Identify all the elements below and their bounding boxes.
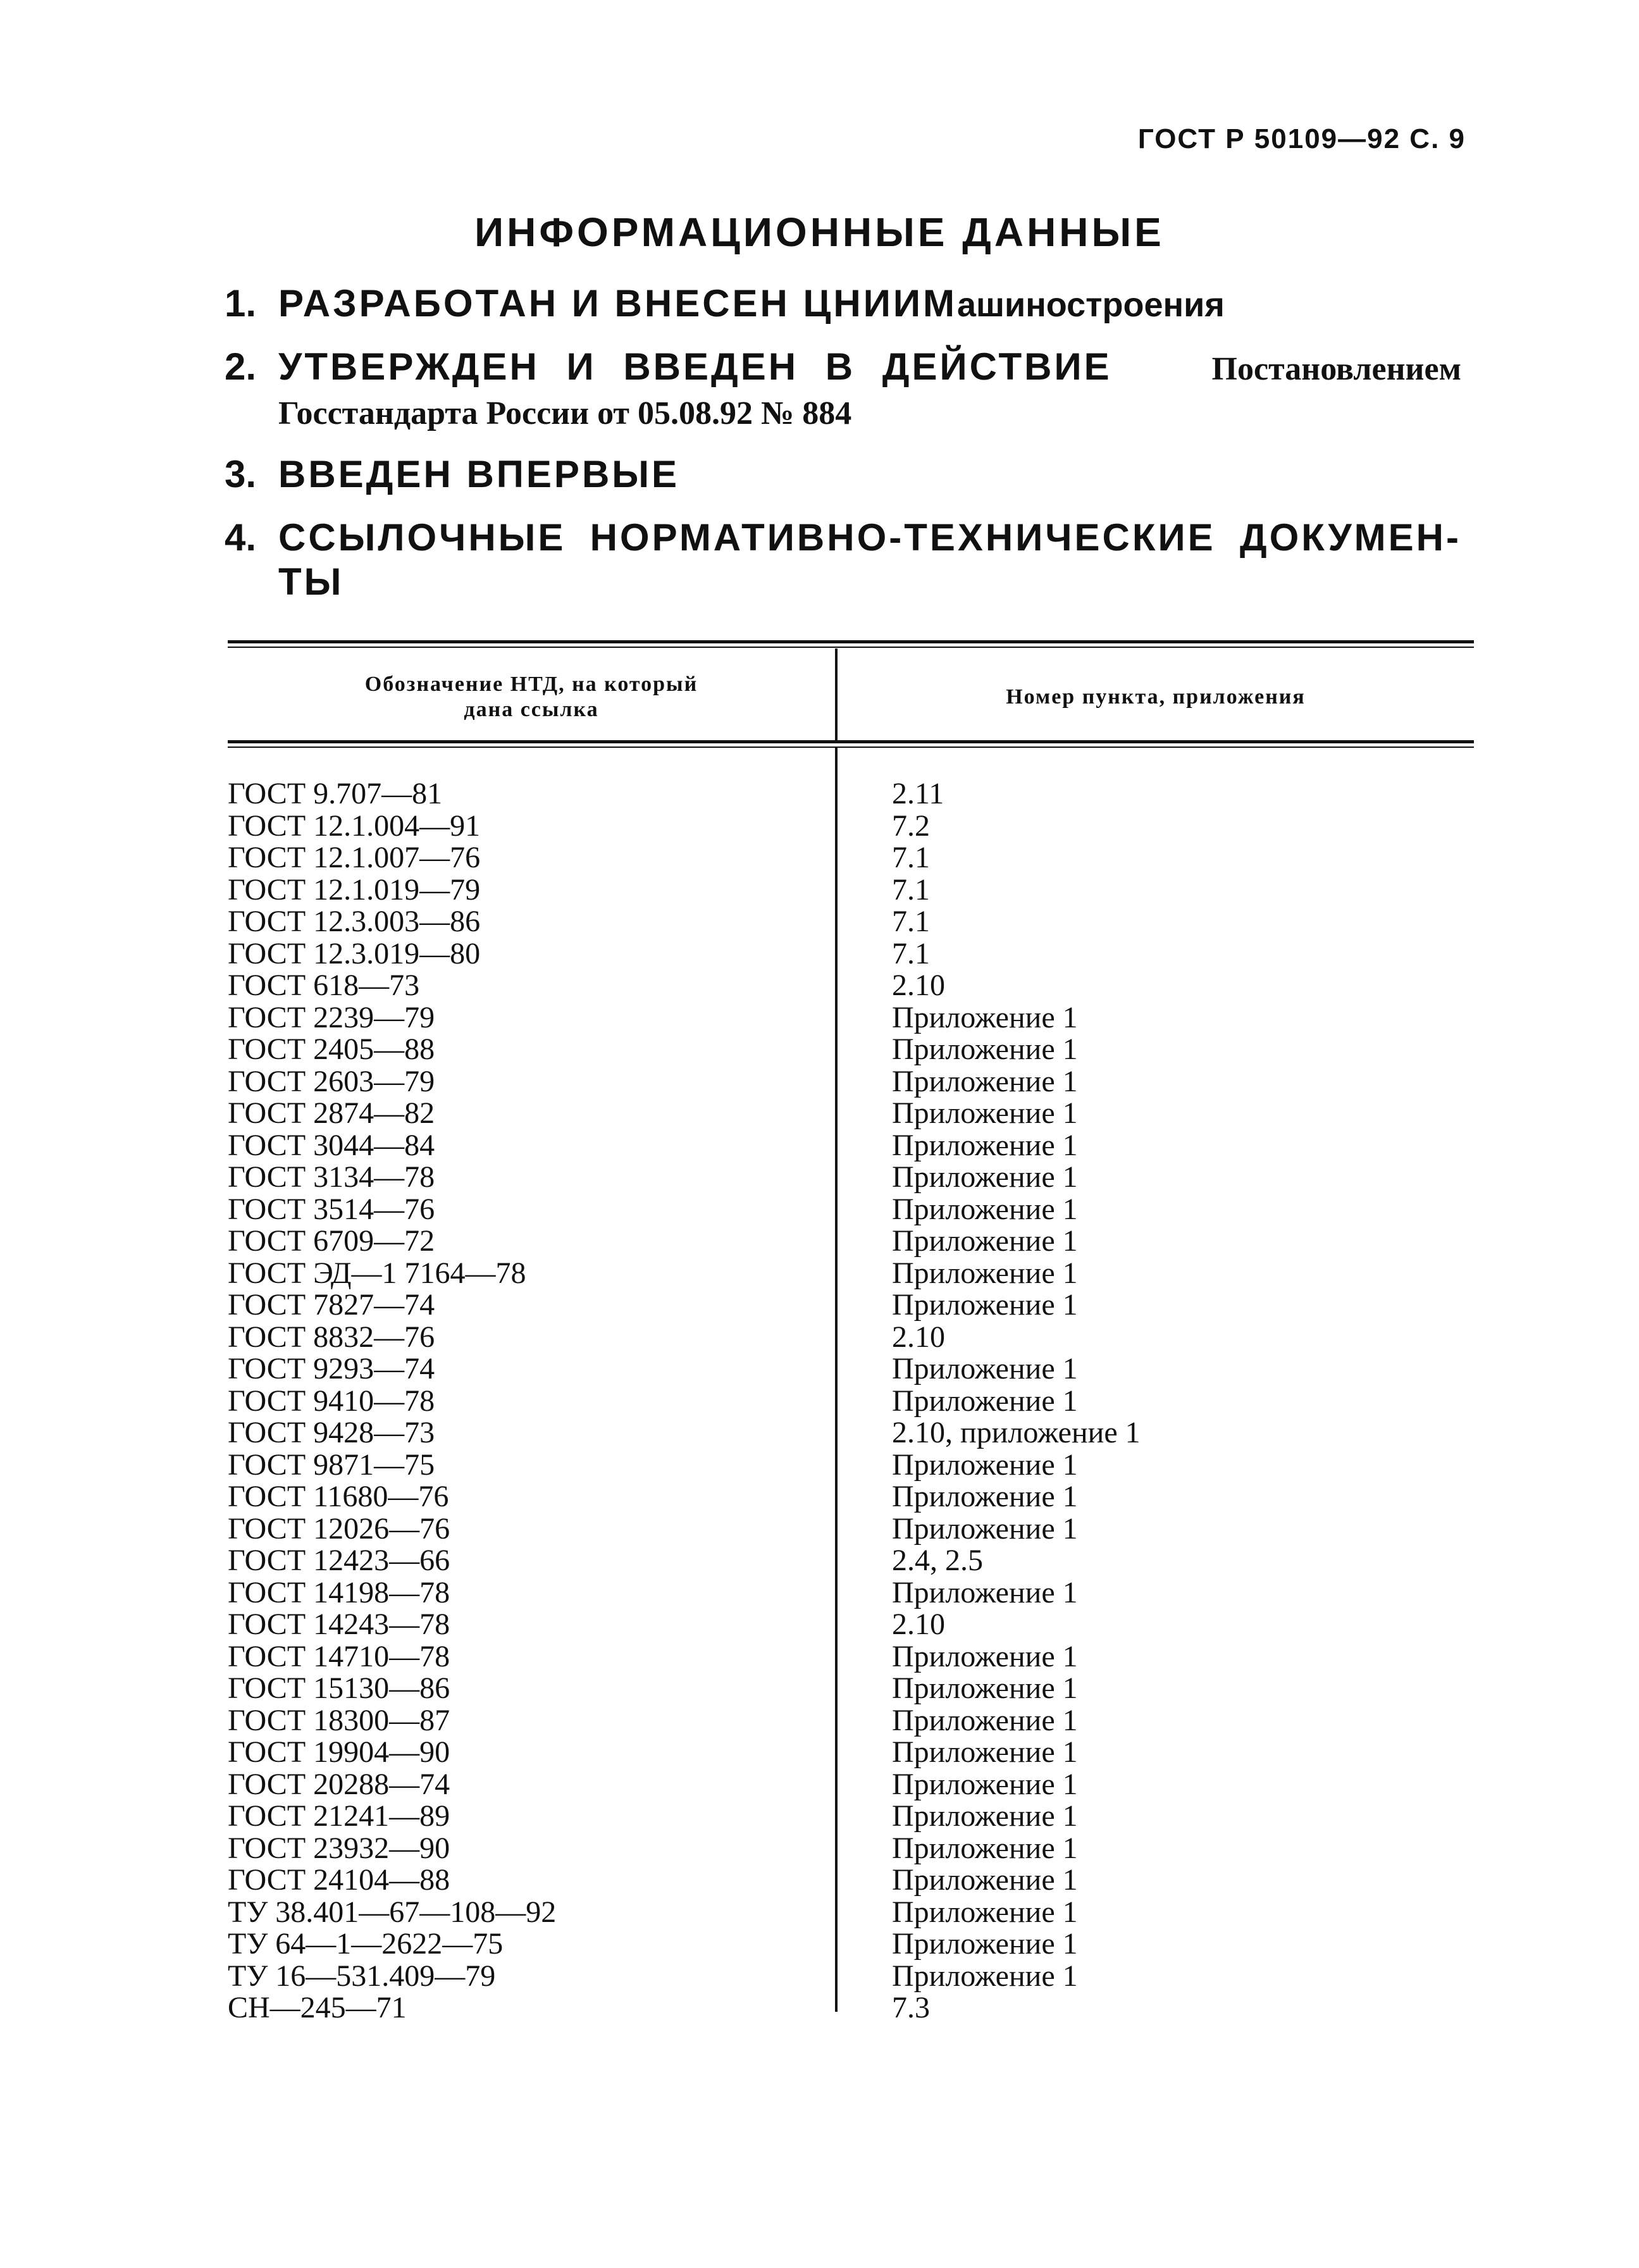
clause-number: 7.3 [892,1991,930,2024]
table-top-rule-thin [228,647,1474,648]
table-row [228,1194,1474,1226]
table-row [228,1481,1474,1513]
table-row [228,1545,1474,1577]
ntd-designation: ГОСТ 618—73 [228,969,420,1002]
item-body-text: Госстандарта России от 05.08.92 № 884 [278,395,852,431]
clause-number: Приложение 1 [892,1447,1078,1482]
clause-number: Приложение 1 [892,1064,1078,1098]
clause-number: 7.1 [892,905,930,938]
clause-number: 2.10 [892,1320,945,1354]
ntd-designation: ТУ 38.401—67—108—92 [228,1895,557,1929]
ntd-designation: ГОСТ 12423—66 [228,1544,450,1577]
table-row [228,1609,1474,1641]
ntd-designation: ГОСТ 3514—76 [228,1192,435,1226]
clause-number: 2.10 [892,969,945,1002]
ntd-designation: ГОСТ 19904—90 [228,1735,450,1769]
clause-number: Приложение 1 [892,1032,1078,1066]
clause-number: 2.11 [892,777,944,810]
clause-number: 2.10 [892,1608,945,1641]
clause-number: Приложение 1 [892,1000,1078,1034]
info-item-3 [225,452,1461,497]
ntd-designation: ГОСТ ЭД—1 7164—78 [228,1256,526,1290]
table-row [228,1098,1474,1130]
ntd-designation: ГОСТ 9410—78 [228,1384,435,1418]
table-row [228,1034,1474,1066]
clause-number: Приложение 1 [892,1671,1078,1705]
clause-number: Приложение 1 [892,1096,1078,1130]
page-reference: ГОСТ Р 50109—92 С. 9 [1137,123,1466,154]
ntd-designation: ГОСТ 24104—88 [228,1863,450,1897]
table-row [228,1864,1474,1897]
clause-number: 2.4, 2.5 [892,1544,983,1577]
table-row [228,1258,1474,1290]
ntd-designation: ГОСТ 14198—78 [228,1575,450,1609]
clause-number: 2.10, приложение 1 [892,1416,1141,1449]
item-heading-tail: Постановлением [1211,351,1461,387]
table-row [228,1289,1474,1322]
ntd-designation: ГОСТ 21241—89 [228,1799,450,1833]
ntd-designation: ТУ 16—531.409—79 [228,1959,496,1993]
table-row [228,1897,1474,1929]
column-header-line: дана ссылка [464,698,599,721]
ntd-designation: ГОСТ 12026—76 [228,1511,450,1546]
ntd-designation: ГОСТ 9428—73 [228,1416,435,1449]
table-row [228,1673,1474,1705]
clause-number: Приложение 1 [892,1927,1078,1961]
info-item-4 [225,516,1461,604]
column-header-clause: Номер пункта, приложения [1006,685,1306,709]
ntd-designation: ГОСТ 23932—90 [228,1831,450,1865]
table-row [228,778,1474,810]
table-top-rule [228,640,1474,643]
clause-number: Приложение 1 [892,1831,1078,1865]
table-row [228,1641,1474,1673]
item-heading: ВВЕДЕН ВПЕРВЫЕ [278,453,680,495]
item-number: 3. [225,453,257,495]
clause-number: Приложение 1 [892,1639,1078,1673]
clause-number: Приложение 1 [892,1224,1078,1258]
ntd-designation: ГОСТ 18300—87 [228,1703,450,1737]
clause-number: Приложение 1 [892,1799,1078,1833]
table-row [228,1225,1474,1258]
ntd-designation: ГОСТ 6709—72 [228,1224,435,1258]
clause-number: Приложение 1 [892,1352,1078,1385]
item-number: 2. [225,345,257,388]
clause-number: 7.2 [892,809,930,843]
table-row [228,1353,1474,1385]
clause-number: 7.1 [892,872,930,907]
ntd-designation: ГОСТ 14243—78 [228,1608,450,1641]
ntd-designation: СН—245—71 [228,1991,407,2024]
clause-number: Приложение 1 [892,1703,1078,1737]
ntd-designation: ГОСТ 9293—74 [228,1352,435,1385]
ntd-designation: ГОСТ 2239—79 [228,1000,435,1034]
table-row [228,1449,1474,1482]
clause-number: Приложение 1 [892,1735,1078,1769]
ntd-designation: ГОСТ 9.707—81 [228,777,443,810]
ntd-designation: ГОСТ 20288—74 [228,1767,450,1801]
ntd-designation: ГОСТ 2874—82 [228,1096,435,1130]
ntd-designation: ГОСТ 12.1.019—79 [228,872,481,907]
item-heading: РАЗРАБОТАН И ВНЕСЕН ЦНИИМ [278,282,957,325]
ntd-designation: ТУ 64—1—2622—75 [228,1927,504,1961]
table-row [228,1705,1474,1737]
table-row [228,1769,1474,1801]
ntd-designation: ГОСТ 2603—79 [228,1064,435,1098]
ntd-designation: ГОСТ 2405—88 [228,1032,435,1066]
table-row [228,1513,1474,1546]
table-row [228,1417,1474,1449]
info-item-1 [225,282,1461,327]
ntd-designation: ГОСТ 7827—74 [228,1288,435,1322]
table-row [228,1800,1474,1833]
table-row [228,810,1474,843]
table-row [228,1928,1474,1961]
clause-number: Приложение 1 [892,1575,1078,1609]
item-heading: УТВЕРЖДЕН И ВВЕДЕН В ДЕЙСТВИЕ [278,345,1112,388]
table-row [228,1162,1474,1194]
item-heading: ССЫЛОЧНЫЕ НОРМАТИВНО-ТЕХНИЧЕСКИЕ ДОКУМЕН- [278,516,1461,559]
info-item-2 [225,345,1461,436]
table-row [228,1961,1474,1993]
clause-number: 7.1 [892,936,930,970]
column-header-line: Обозначение НТД, на который [364,672,698,696]
table-row [228,1577,1474,1609]
clause-number: 7.1 [892,841,930,874]
clause-number: Приложение 1 [892,1192,1078,1226]
table-row [228,1130,1474,1162]
clause-number: Приложение 1 [892,1384,1078,1418]
table-header-rule [228,740,1474,743]
table-row [228,1385,1474,1418]
clause-number: Приложение 1 [892,1767,1078,1801]
ntd-designation: ГОСТ 3134—78 [228,1160,435,1194]
item-heading-continuation: ТЫ [278,561,344,603]
ntd-designation: ГОСТ 8832—76 [228,1320,435,1354]
ntd-designation: ГОСТ 15130—86 [228,1671,450,1705]
table-row [228,970,1474,1002]
ntd-designation: ГОСТ 9871—75 [228,1447,435,1482]
ntd-designation: ГОСТ 12.1.007—76 [228,841,481,874]
ntd-designation: ГОСТ 11680—76 [228,1480,449,1513]
clause-number: Приложение 1 [892,1256,1078,1290]
table-row [228,906,1474,938]
table-row [228,1992,1474,2024]
ntd-designation: ГОСТ 3044—84 [228,1128,435,1162]
table-row [228,874,1474,907]
table-row [228,1833,1474,1865]
clause-number: Приложение 1 [892,1288,1078,1322]
ntd-designation: ГОСТ 12.1.004—91 [228,809,481,843]
table-row [228,1737,1474,1769]
table-row [228,1066,1474,1098]
ntd-designation: ГОСТ 12.3.003—86 [228,905,481,938]
table-row [228,938,1474,970]
clause-number: Приложение 1 [892,1895,1078,1929]
table-row [228,1322,1474,1354]
ntd-designation: ГОСТ 12.3.019—80 [228,936,481,970]
column-header-designation [228,672,835,722]
item-heading-tail: ашиностроения [956,286,1225,324]
document-title: ИНФОРМАЦИОННЫЕ ДАННЫЕ [474,209,1165,255]
clause-number: Приложение 1 [892,1959,1078,1993]
clause-number: Приложение 1 [892,1480,1078,1513]
clause-number: Приложение 1 [892,1863,1078,1897]
table-row [228,842,1474,874]
clause-number: Приложение 1 [892,1160,1078,1194]
clause-number: Приложение 1 [892,1511,1078,1546]
ntd-designation: ГОСТ 14710—78 [228,1639,450,1673]
item-number: 4. [225,516,257,559]
table-row [228,1002,1474,1034]
reference-table-body [228,778,1474,2024]
table-header-rule-thin [228,747,1474,748]
clause-number: Приложение 1 [892,1128,1078,1162]
item-number: 1. [225,282,257,325]
